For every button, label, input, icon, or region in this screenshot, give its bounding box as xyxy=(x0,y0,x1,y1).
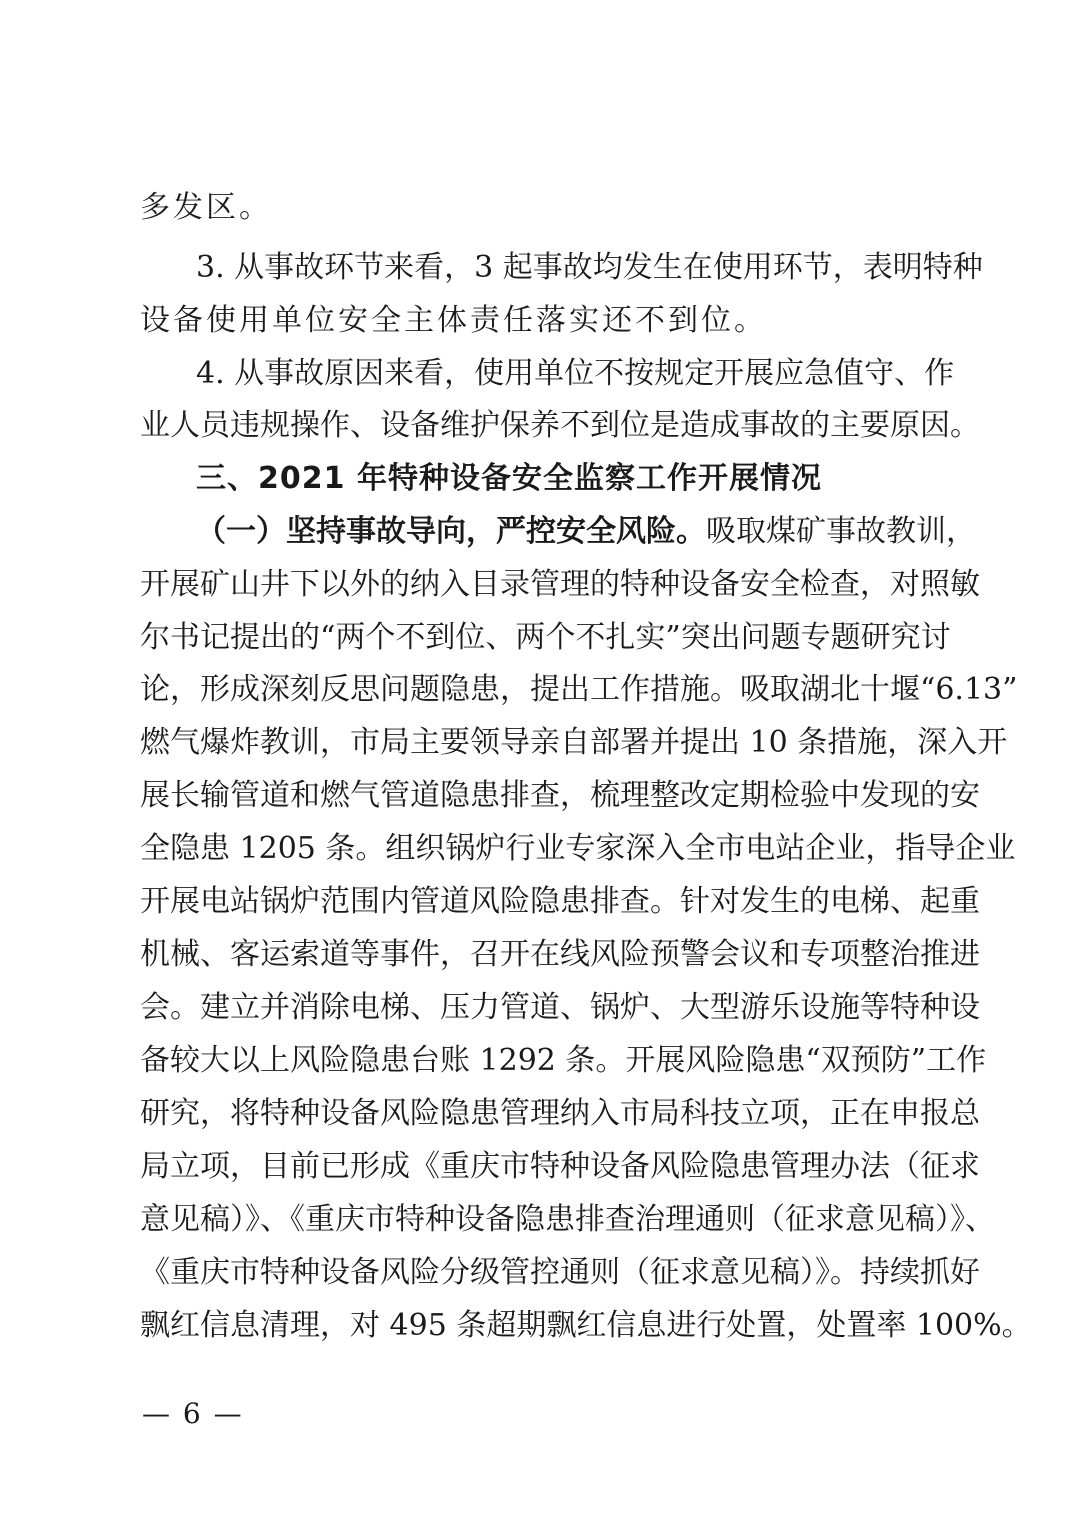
text-line-22: 飘红信息清理，对 495 条超期飘红信息进行处置，处置率 100%。 xyxy=(140,1308,1032,1343)
text-line-1: 多发区。 xyxy=(140,190,272,225)
subsection-heading: （一）坚持事故导向，严控安全风险。 xyxy=(196,514,706,549)
text-line-16: 会。建立并消除电梯、压力管道、锅炉、大型游乐设施等特种设 xyxy=(140,990,980,1025)
text-line-18: 研究，将特种设备风险隐患管理纳入市局科技立项，正在申报总 xyxy=(140,1096,980,1131)
text-line-14: 开展电站锅炉范围内管道风险隐患排查。针对发生的电梯、起重 xyxy=(140,884,980,919)
section-heading: 三、2021 年特种设备安全监察工作开展情况 xyxy=(196,461,822,496)
text-line-5: 业人员违规操作、设备维护保养不到位是造成事故的主要原因。 xyxy=(140,408,980,443)
text-line-10: 论，形成深刻反思问题隐患，提出工作措施。吸取湖北十堰“6.13” xyxy=(140,672,1018,707)
text-line-2: 3. 从事故环节来看，3 起事故均发生在使用环节，表明特种 xyxy=(196,250,983,285)
text-line-11: 燃气爆炸教训，市局主要领导亲自部署并提出 10 条措施，深入开 xyxy=(140,725,1008,760)
text-line-13: 全隐患 1205 条。组织锅炉行业专家深入全市电站企业，指导企业 xyxy=(140,831,1016,866)
text-line-20: 意见稿）》、《重庆市特种设备隐患排查治理通则（征求意见稿）》、 xyxy=(140,1202,995,1237)
text-line-7 xyxy=(196,510,976,554)
text-line-21: 《重庆市特种设备风险分级管控通则（征求意见稿）》。持续抓好 xyxy=(140,1255,980,1290)
text-line-3: 设备使用单位安全主体责任落实还不到位。 xyxy=(140,303,767,338)
text-line-4: 4. 从事故原因来看，使用单位不按规定开展应急值守、作 xyxy=(196,356,955,391)
text-line-7-rest: 吸取煤矿事故教训， xyxy=(706,514,976,549)
page-number: — 6 — xyxy=(142,1397,244,1430)
text-line-15: 机械、客运索道等事件，召开在线风险预警会议和专项整治推进 xyxy=(140,937,980,972)
text-line-17: 备较大以上风险隐患台账 1292 条。开展风险隐患“双预防”工作 xyxy=(140,1043,987,1078)
text-line-8: 开展矿山井下以外的纳入目录管理的特种设备安全检查，对照敏 xyxy=(140,567,980,602)
text-line-12: 展长输管道和燃气管道隐患排查，梳理整改定期检验中发现的安 xyxy=(140,778,980,813)
text-line-19: 局立项，目前已形成《重庆市特种设备风险隐患管理办法（征求 xyxy=(140,1149,980,1184)
text-line-9: 尔书记提出的“两个不到位、两个不扎实”突出问题专题研究讨 xyxy=(140,620,951,655)
